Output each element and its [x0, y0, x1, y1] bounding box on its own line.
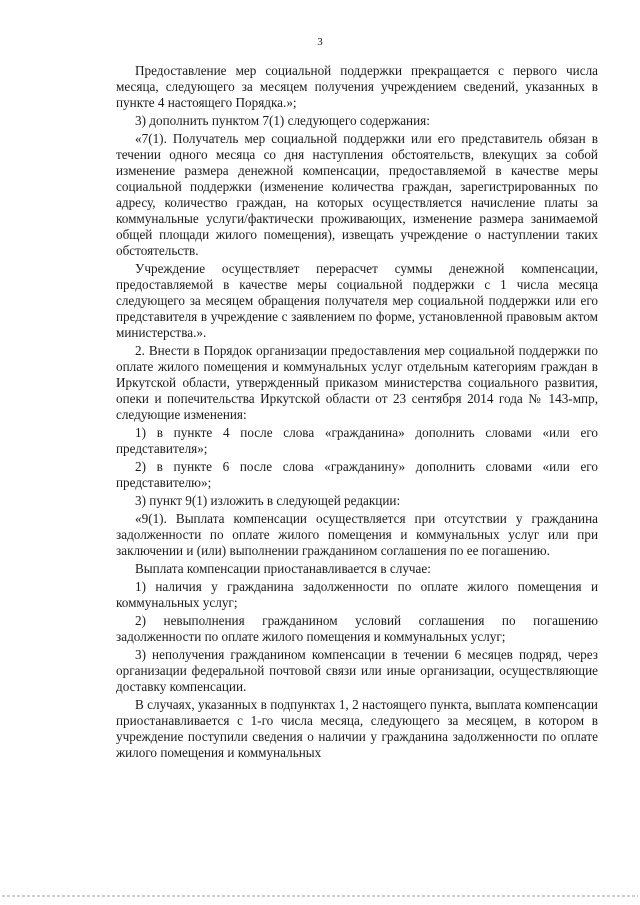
paragraph: 2) в пункте 6 после слова «гражданину» дополнить словами «или его представителю»; [116, 459, 598, 490]
paragraph: 2. Внести в Порядок организации предоставления мер социальной поддержки по оплате жилого помещения и коммунальных услуг отдельным категориям граждан в Иркутской области, утвержденный приказом министерства социального развития, опеки и попечительства Иркутской области от 23 сентября 2014 года № 143-мпр, следующие изменения: [116, 343, 598, 422]
paragraph: Предоставление мер социальной поддержки прекращается с первого числа месяца, следующего за месяцем получения учреждением сведений, указанных в пункте 4 настоящего Порядка.»; [116, 63, 598, 110]
paragraph: Учреждение осуществляет перерасчет суммы денежной компенсации, предоставляемой в качестве меры социальной поддержки с 1 числа месяца следующего за месяцем обращения получателя мер социальной поддержки или его представителя в учреждение с заявлением по форме, установленной правовым актом министерства.». [116, 261, 598, 340]
paragraph: Выплата компенсации приостанавливается в случае: [135, 561, 431, 576]
scan-edge-line [2, 895, 638, 897]
paragraph: 1) в пункте 4 после слова «гражданина» дополнить словами «или его представителя»; [116, 425, 598, 456]
paragraph: В случаях, указанных в подпунктах 1, 2 настоящего пункта, выплата компенсации приостанавливается с 1-го числа месяца, следующего за месяцем, в котором в учреждение поступили сведения о наличии у гражданина задолженности по оплате жилого помещения и коммунальных [116, 697, 598, 760]
paragraph: 3) дополнить пунктом 7(1) следующего содержания: [135, 113, 430, 128]
paragraph: «9(1). Выплата компенсации осуществляется при отсутствии у гражданина задолженности по оплате жилого помещения и коммунальных услуг или при заключении и (или) выполнении гражданином соглашения по ее погашению. [116, 511, 598, 558]
document-body [116, 63, 598, 763]
page-number: 3 [317, 36, 323, 48]
paragraph: 3) неполучения гражданином компенсации в течении 6 месяцев подряд, через организации федеральной почтовой связи или иные организации, осуществляющие доставку компенсации. [116, 647, 598, 694]
paragraph: 1) наличия у гражданина задолженности по оплате жилого помещения и коммунальных услуг; [116, 579, 598, 610]
paragraph: 3) пункт 9(1) изложить в следующей редакции: [135, 493, 401, 508]
paragraph: «7(1). Получатель мер социальной поддержки или его представитель обязан в течении одного месяца со дня наступления обстоятельств, влекущих за собой изменение размера денежной компенсации, предоставляемой в качестве меры социальной поддержки (изменение количества граждан, зарегистрированных по адресу, количество граждан, на которых осуществляется начисление платы за коммунальные услуги/фактически проживающих, изменение размера занимаемой общей площади жилого помещения), извещать учреждение о наступлении таких обстоятельств. [116, 131, 598, 258]
paragraph: 2) невыполнения гражданином условий соглашения по погашению задолженности по оплате жилого помещения и коммунальных услуг; [116, 613, 598, 644]
